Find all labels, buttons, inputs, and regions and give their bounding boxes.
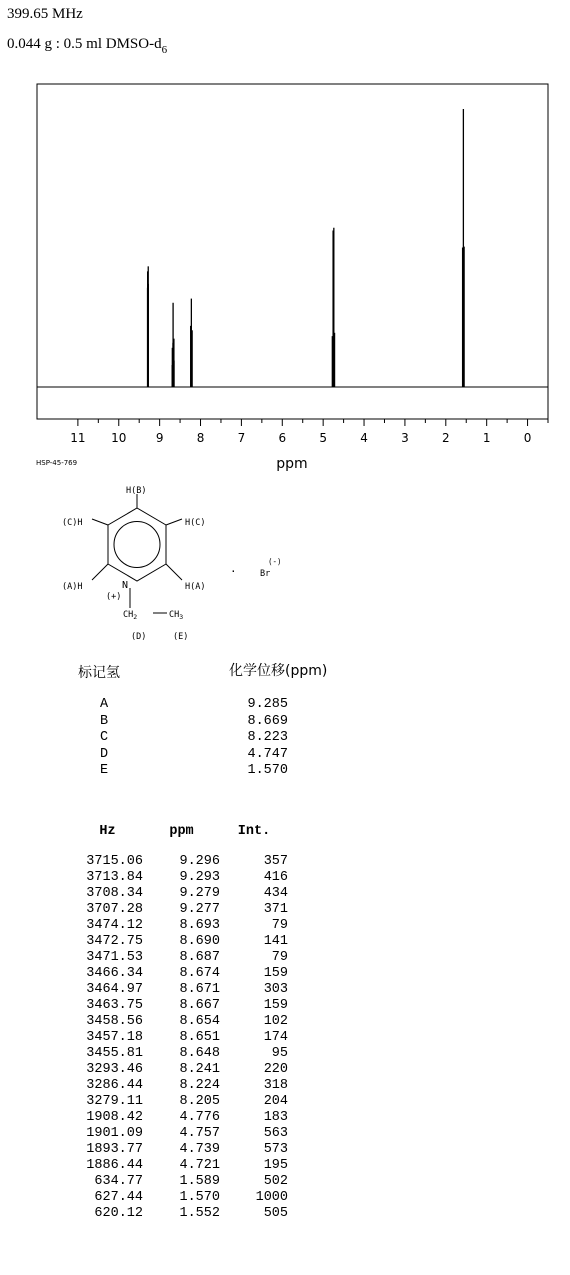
cell-ppm: 9.296 bbox=[179, 854, 220, 869]
atom-ha-right: H(A) bbox=[185, 582, 206, 592]
ch2-subscript: 2 bbox=[133, 613, 138, 621]
cell-hz: 1908.42 bbox=[86, 1110, 143, 1125]
assignment-shift: 1.570 bbox=[247, 763, 288, 778]
cell-ppm: 9.293 bbox=[179, 870, 220, 885]
sample-subscript: 6 bbox=[161, 44, 168, 56]
cell-ppm: 8.205 bbox=[179, 1094, 220, 1109]
cell-hz: 3471.53 bbox=[86, 950, 143, 965]
cell-int: 204 bbox=[263, 1094, 288, 1109]
table-row bbox=[72, 1126, 288, 1142]
cell-hz: 3715.06 bbox=[86, 854, 143, 869]
cell-ppm: 1.570 bbox=[179, 1190, 220, 1205]
x-tick-label: 11 bbox=[70, 431, 86, 445]
ring-hexagon bbox=[108, 508, 166, 581]
ch3-subscript: 3 bbox=[179, 613, 184, 621]
peak-table-header bbox=[72, 824, 288, 854]
cell-int: 95 bbox=[271, 1046, 288, 1061]
cell-int: 195 bbox=[263, 1158, 288, 1173]
cell-int: 220 bbox=[263, 1062, 288, 1077]
bond-hc-left bbox=[92, 519, 108, 525]
cell-ppm: 9.279 bbox=[179, 886, 220, 901]
cell-hz: 627.44 bbox=[94, 1190, 143, 1205]
cell-int: 573 bbox=[263, 1142, 288, 1157]
table-row bbox=[72, 1110, 288, 1126]
assignment-shift-header: 化学位移(ppm) bbox=[229, 663, 328, 679]
cell-ppm: 8.651 bbox=[179, 1030, 220, 1045]
table-row bbox=[72, 1094, 288, 1110]
assignment-row bbox=[100, 763, 288, 780]
atom-hb: H(B) bbox=[126, 486, 147, 496]
x-tick-label: 4 bbox=[360, 431, 368, 445]
cell-hz: 3474.12 bbox=[86, 918, 143, 933]
bromide-ion: Br bbox=[260, 569, 271, 579]
charge-minus: (-) bbox=[268, 557, 282, 566]
cell-hz: 3286.44 bbox=[86, 1078, 143, 1093]
table-row bbox=[72, 1014, 288, 1030]
sample-main-text: 0.044 g : 0.5 ml DMSO-d bbox=[7, 36, 162, 52]
table-row bbox=[72, 934, 288, 950]
peak-lines bbox=[148, 109, 465, 387]
spectrometer-frequency: 399.65 MHz bbox=[7, 6, 83, 22]
assignment-row bbox=[100, 697, 288, 714]
assignment-row bbox=[100, 714, 288, 731]
nmr-spectrum-chart bbox=[0, 80, 570, 480]
cell-ppm: 9.277 bbox=[179, 902, 220, 917]
x-axis-label: ppm bbox=[276, 456, 308, 472]
cell-hz: 1893.77 bbox=[86, 1142, 143, 1157]
assignment-label: C bbox=[100, 730, 109, 745]
table-row bbox=[72, 1174, 288, 1190]
assignment-shift: 8.223 bbox=[247, 730, 288, 745]
cell-int: 502 bbox=[263, 1174, 288, 1189]
peak-table bbox=[72, 824, 288, 1222]
x-tick-label: 9 bbox=[155, 431, 164, 445]
table-row bbox=[72, 1078, 288, 1094]
x-tick-label: 3 bbox=[401, 431, 409, 445]
table-row bbox=[72, 1206, 288, 1222]
cell-ppm: 8.241 bbox=[179, 1062, 220, 1077]
cell-int: 159 bbox=[263, 966, 288, 981]
cell-hz: 3466.34 bbox=[86, 966, 143, 981]
cell-int: 357 bbox=[263, 854, 288, 869]
cell-int: 505 bbox=[263, 1206, 288, 1221]
table-row bbox=[72, 950, 288, 966]
cell-hz: 620.12 bbox=[94, 1206, 143, 1221]
cell-hz: 3455.81 bbox=[86, 1046, 143, 1061]
table-row bbox=[72, 966, 288, 982]
cell-int: 434 bbox=[263, 886, 288, 901]
x-tick-label: 1 bbox=[482, 431, 491, 445]
cell-int: 183 bbox=[263, 1110, 288, 1125]
x-tick-label: 5 bbox=[319, 431, 327, 445]
cell-int: 102 bbox=[263, 1014, 288, 1029]
assignment-row bbox=[100, 747, 288, 764]
cell-int: 141 bbox=[263, 934, 288, 949]
cell-hz: 3293.46 bbox=[86, 1062, 143, 1077]
table-row bbox=[72, 1046, 288, 1062]
cell-int: 1000 bbox=[255, 1190, 288, 1205]
plot-frame bbox=[37, 84, 548, 419]
x-tick-label: 10 bbox=[111, 431, 127, 445]
table-row bbox=[72, 1158, 288, 1174]
cell-int: 371 bbox=[263, 902, 288, 917]
cell-hz: 3458.56 bbox=[86, 1014, 143, 1029]
assignment-label: A bbox=[100, 697, 109, 712]
assignment-label: D bbox=[100, 746, 109, 762]
cell-int: 79 bbox=[271, 918, 288, 933]
col-ppm-header: ppm bbox=[169, 824, 194, 839]
assignment-shift: 9.285 bbox=[247, 697, 288, 712]
atom-nitrogen: N bbox=[122, 580, 129, 591]
table-row bbox=[72, 902, 288, 918]
atom-ha-left: (A)H bbox=[62, 582, 83, 592]
cell-ppm: 8.693 bbox=[179, 918, 220, 933]
atom-hc-right: H(C) bbox=[185, 518, 206, 528]
table-row bbox=[72, 918, 288, 934]
cell-int: 174 bbox=[263, 1030, 288, 1045]
bond-ha-left bbox=[92, 564, 108, 580]
cell-int: 303 bbox=[263, 982, 288, 997]
bond-hc-right bbox=[166, 519, 182, 525]
table-row bbox=[72, 1190, 288, 1206]
cell-hz: 3463.75 bbox=[86, 998, 143, 1013]
cell-hz: 1901.09 bbox=[86, 1126, 143, 1141]
assignment-shift: 8.669 bbox=[247, 713, 288, 729]
spectrum-code: HSP-45-769 bbox=[36, 459, 78, 467]
cell-ppm: 4.776 bbox=[179, 1110, 220, 1125]
assignment-shift: 4.747 bbox=[247, 746, 288, 762]
table-row bbox=[72, 982, 288, 998]
salt-dot: · bbox=[230, 565, 237, 578]
cell-hz: 1886.44 bbox=[86, 1158, 143, 1173]
table-row bbox=[72, 998, 288, 1014]
col-hz-header: Hz bbox=[99, 824, 116, 839]
x-tick-label: 7 bbox=[237, 431, 246, 445]
cell-ppm: 8.690 bbox=[179, 934, 220, 949]
table-row bbox=[72, 1142, 288, 1158]
cell-int: 79 bbox=[271, 950, 288, 965]
assignment-row bbox=[100, 730, 288, 747]
assignment-list bbox=[100, 697, 288, 780]
sample-description bbox=[7, 36, 167, 56]
cell-ppm: 4.757 bbox=[179, 1126, 220, 1141]
table-row bbox=[72, 870, 288, 886]
cell-ppm: 1.552 bbox=[179, 1206, 220, 1221]
cell-hz: 3472.75 bbox=[86, 934, 143, 949]
cell-hz: 3707.28 bbox=[86, 902, 143, 917]
cell-hz: 3457.18 bbox=[86, 1030, 143, 1045]
x-tick-label: 6 bbox=[278, 431, 287, 445]
atom-hc-left: (C)H bbox=[62, 518, 83, 528]
ch2-text: CH bbox=[123, 610, 134, 620]
table-row bbox=[72, 886, 288, 902]
cell-int: 563 bbox=[263, 1126, 288, 1141]
cell-hz: 3279.11 bbox=[86, 1094, 143, 1109]
cell-hz: 634.77 bbox=[94, 1174, 143, 1189]
x-tick-label: 0 bbox=[523, 431, 532, 445]
col-int-header: Int. bbox=[237, 824, 271, 839]
cell-ppm: 8.648 bbox=[179, 1046, 220, 1061]
cell-ppm: 8.654 bbox=[179, 1014, 220, 1029]
cell-hz: 3708.34 bbox=[86, 886, 143, 901]
assignment-label: B bbox=[100, 713, 109, 729]
cell-ppm: 8.671 bbox=[179, 982, 220, 997]
table-row bbox=[72, 854, 288, 870]
assignment-label: E bbox=[100, 763, 109, 778]
atom-ch2 bbox=[123, 610, 137, 621]
x-tick-label: 8 bbox=[196, 431, 205, 445]
cell-ppm: 1.589 bbox=[179, 1174, 220, 1189]
ring-aromatic-circle bbox=[114, 522, 160, 568]
assignment-label-header: 标记氢 bbox=[78, 665, 120, 681]
cell-ppm: 4.721 bbox=[179, 1158, 220, 1173]
table-row bbox=[72, 1030, 288, 1046]
cell-ppm: 4.739 bbox=[179, 1142, 220, 1157]
cell-ppm: 8.674 bbox=[179, 966, 220, 981]
atom-ch3 bbox=[169, 610, 183, 621]
cell-ppm: 8.667 bbox=[179, 998, 220, 1013]
ch3-text: CH bbox=[169, 610, 180, 620]
cell-ppm: 8.687 bbox=[179, 950, 220, 965]
charge-plus: (+) bbox=[106, 592, 122, 602]
cell-int: 416 bbox=[263, 870, 288, 885]
table-row bbox=[72, 1062, 288, 1078]
x-tick-label: 2 bbox=[441, 431, 450, 445]
cell-int: 159 bbox=[263, 998, 288, 1013]
cell-ppm: 8.224 bbox=[179, 1078, 220, 1093]
cell-hz: 3713.84 bbox=[86, 870, 143, 885]
bond-ha-right bbox=[166, 564, 182, 580]
cell-int: 318 bbox=[263, 1078, 288, 1093]
molecular-structure bbox=[40, 484, 310, 649]
cell-hz: 3464.97 bbox=[86, 982, 143, 997]
label-e: (E) bbox=[173, 632, 189, 642]
x-axis-ticks bbox=[70, 419, 548, 445]
label-d: (D) bbox=[131, 632, 147, 642]
